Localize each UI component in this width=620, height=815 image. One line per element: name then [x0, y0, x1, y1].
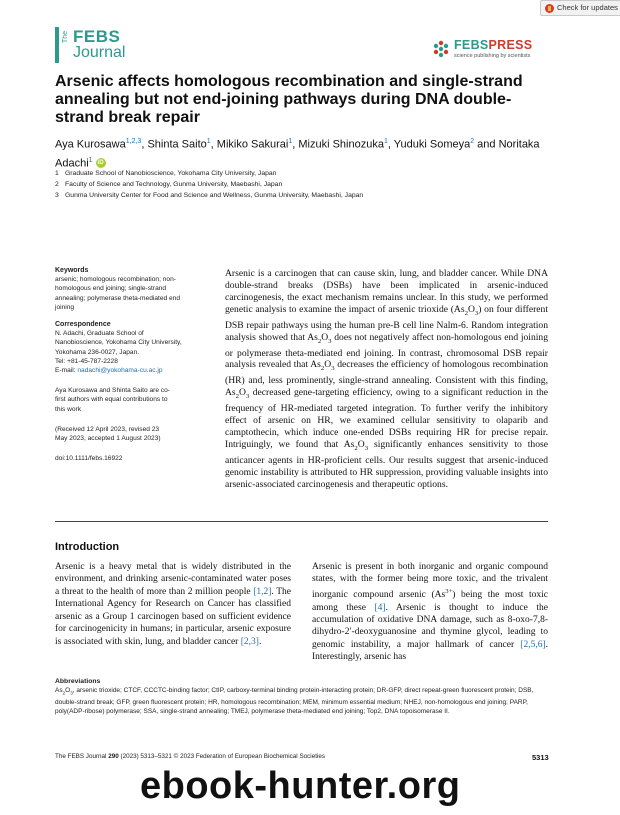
citation-link[interactable]: [1,2] [253, 586, 272, 597]
watermark: ebook-hunter.org [140, 765, 461, 807]
affiliation-item [55, 190, 565, 201]
febs-press-logo [432, 38, 552, 64]
author-affiliation-ref: 1 [383, 138, 388, 145]
abstract-subscript: 3 [328, 337, 332, 345]
affiliation-text: Faculty of Science and Technology, Gunma University, Maebashi, Japan [65, 181, 283, 188]
article-title: Arsenic affects homologous recombination and single-strand annealing but not end-joining pathways during DNA double-strand break repair [55, 73, 523, 126]
author-name: Yuduki Someya [393, 138, 471, 151]
text-superscript: 3+ [445, 587, 453, 595]
introduction-column-2: Arsenic is present in both inorganic and organic compound states, with the former being more toxic, and the trivalent inorganic compound arsenic $(As^{3+})$ being the most toxic among these [4]. Arsenic is thought to induce the accumulation of oxidative DNA damage, such as 8-oxo-7,8-dihydro-2′-deoxyguanosine and thymine glycol, leading to genomic instability, a major hallmark of cancer [2,5,6]. Interestingly, arsenic has [312, 562, 548, 663]
correspondence-heading: Correspondence [55, 321, 111, 329]
logo-bar [55, 27, 59, 63]
introduction-heading: Introduction [55, 541, 120, 553]
citation-link[interactable]: [2,3] [240, 636, 259, 647]
check-for-updates-label: Check for updates [557, 3, 618, 12]
affiliation-number: 2 [55, 181, 59, 188]
author-name: Noritaka Adachi [55, 138, 540, 170]
affiliation-number: 1 [55, 170, 59, 177]
abstract-subscript: 3 [245, 393, 250, 401]
correspondence-line: Nanobioscience, Yokohama City University, [55, 339, 182, 347]
author-affiliation-ref: 2 [470, 138, 475, 145]
abstract-subscript: 2 [354, 444, 358, 452]
article-metadata [55, 266, 185, 463]
abstract-subscript: 2 [464, 309, 468, 317]
correspondence-line: N. Adachi, Graduate School of [55, 330, 144, 338]
logo-febs: FEBS [73, 27, 121, 46]
author-name: Shinta Saito [147, 138, 207, 151]
author-name: Mizuki Shinozuka [298, 138, 384, 151]
abstract-subscript: 2 [320, 365, 325, 373]
affiliation-item [55, 179, 565, 190]
affiliation-list [55, 168, 565, 201]
abbr-subscript: 3 [70, 690, 73, 696]
febs-press-dots-icon [432, 40, 450, 58]
affiliation-text: Gunma University Center for Food and Science and Wellness, Gunma University, Maebashi, Japan [65, 192, 364, 199]
author-affiliation-ref: 1 [288, 138, 293, 145]
correspondence-line: Yokohama 236-0027, Japan. [55, 348, 140, 356]
keywords-text: arsenic; homologous recombination; non-homologous end joining; single-strand annealing; polymerase theta-mediated end joining [55, 276, 180, 311]
abstract-subscript: 3 [364, 444, 369, 452]
check-for-updates-badge[interactable] [540, 0, 620, 16]
affiliation-item [55, 168, 565, 179]
press-tagline: science publishing by scientists [454, 53, 531, 59]
author-list: Aya Kurosawa$^{1,2,3}$, Shinta Saito$^1$, Mikiko Sakurai$^1$, Mizuki Shinozuka$^1$, Yuduki Someya$^2$ and Noritaka Adachi$^1$ iD [55, 138, 540, 170]
abstract-subscript: 2 [235, 393, 240, 401]
doi[interactable]: doi:10.1111/febs.16922 [55, 455, 123, 463]
febs-journal-logo [55, 27, 155, 63]
keywords-heading: Keywords [55, 267, 89, 274]
logo-journal: Journal [73, 44, 126, 61]
author-affiliation-ref: 1 [206, 138, 211, 145]
footer-citation: The FEBS Journal 290 (2023) 5313–5321 © 2023 Federation of European Biochemical Societies [55, 753, 325, 760]
affiliation-text: Graduate School of Nanobioscience, Yokohama City University, Japan [65, 170, 277, 177]
citation-link[interactable]: [2,5,6] [520, 639, 546, 650]
update-icon [545, 4, 554, 13]
orcid-icon[interactable]: iD [97, 160, 104, 167]
abstract: Arsenic is a carcinogen that can cause skin, lung, and bladder cancer. While DNA double-strand breaks (DSBs) have been implicated in arsenic-induced carcinogenesis, the exact mechanism remains unclear. In this study, we performed genetic analysis to examine the impact of arsenic trioxide $(As_2O_3)$ on four different DSB repair pathways using the human pre-B cell line Nalm-6. Random integration analysis showed that $As_2O_3$ does not negatively affect non-homologous end joining or polymerase theta-mediated end joining. In contrast, chromosomal DSB repair analysis revealed that $As_2O_3$ decreases the efficiency of homologous recombination (HR) and, less prominently, single-strand annealing. Consistent with this finding, $As_2O_3$ decreased gene-targeting efficiency, owing to a significant reduction in the frequency of HR-mediated targeted integration. To further verify the inhibitory effect of arsenic on HR, we examined cellular sensitivity to olaparib and camptothecin, which induce one-ended DSBs requiring HR for precise repair. Intriguingly, we found that $As_2O_3$ significantly enhances sensitivity to those anticancer agents in HR-proficient cells. Our results suggest that arsenic-induced genomic instability is attributed to HR suppression, providing valuable insights into arsenic-associated carcinogenesis and therapeutic options. [225, 268, 549, 490]
citation-link[interactable]: [4] [374, 602, 386, 613]
author-affiliation-ref: 1 [88, 156, 93, 164]
author-name: Aya Kurosawa [55, 138, 126, 151]
abstract-subscript: 2 [317, 337, 322, 345]
abbreviations-heading: Abbreviations [55, 678, 101, 685]
section-divider [55, 521, 548, 522]
author-affiliation-ref: 1,2,3 [125, 138, 142, 145]
affiliation-number: 3 [55, 192, 59, 199]
abstract-subscript: 3 [474, 309, 479, 317]
abstract-subscript: 3 [331, 365, 335, 373]
abbreviations-text: $As_2O_3$, arsenic trioxide; CTCF, CCCTC-binding factor; CtIP, carboxy-terminal binding protein-interacting protein; DR-GFP, direct repeat-green fluorescent protein; DSB, double-strand break; GFP, green fluorescent protein; HR, homologous recombination; MEM, minimum essential medium; NHEJ, non-homologous end joining; PARP, poly(ADP-ribose) polymerase; SSA, single-strand annealing; TMEJ, polymerase theta-mediated end joining; Top2, DNA topoisomerase II. [55, 687, 534, 716]
abbr-subscript: 2 [62, 690, 66, 696]
logo-the: The [62, 31, 69, 44]
cofirst-author-note: Aya Kurosawa and Shinta Saito are co-first authors with equal contributions to this work [55, 387, 170, 413]
page-number: 5313 [532, 753, 549, 762]
received-dates: (Received 12 April 2023, revised 23 May 2023, accepted 1 August 2023) [55, 425, 161, 443]
introduction-column-1: Arsenic is a heavy metal that is widely distributed in the environment, and drinking arsenic-contaminated water poses a threat to the health of more than 2 million people [1,2]. The International Agency for Research on Cancer has classified arsenic as a Group 1 carcinogen based on sufficient evidence for carcinogenicity in humans; in particular, arsenic exposure is associated with skin, lung, and bladder cancer [2,3]. [55, 562, 292, 647]
correspondence-tel: Tel: +81-45-787-2228 [55, 357, 118, 365]
correspondence-email: E-mail: nadachi@yokohama-cu.ac.jp [55, 367, 163, 375]
author-name: Mikiko Sakurai [216, 138, 289, 151]
press-name: FEBSPRESS [454, 38, 533, 52]
abbreviations-block [55, 677, 549, 716]
email-link[interactable]: nadachi@yokohama-cu.ac.jp [77, 367, 163, 375]
